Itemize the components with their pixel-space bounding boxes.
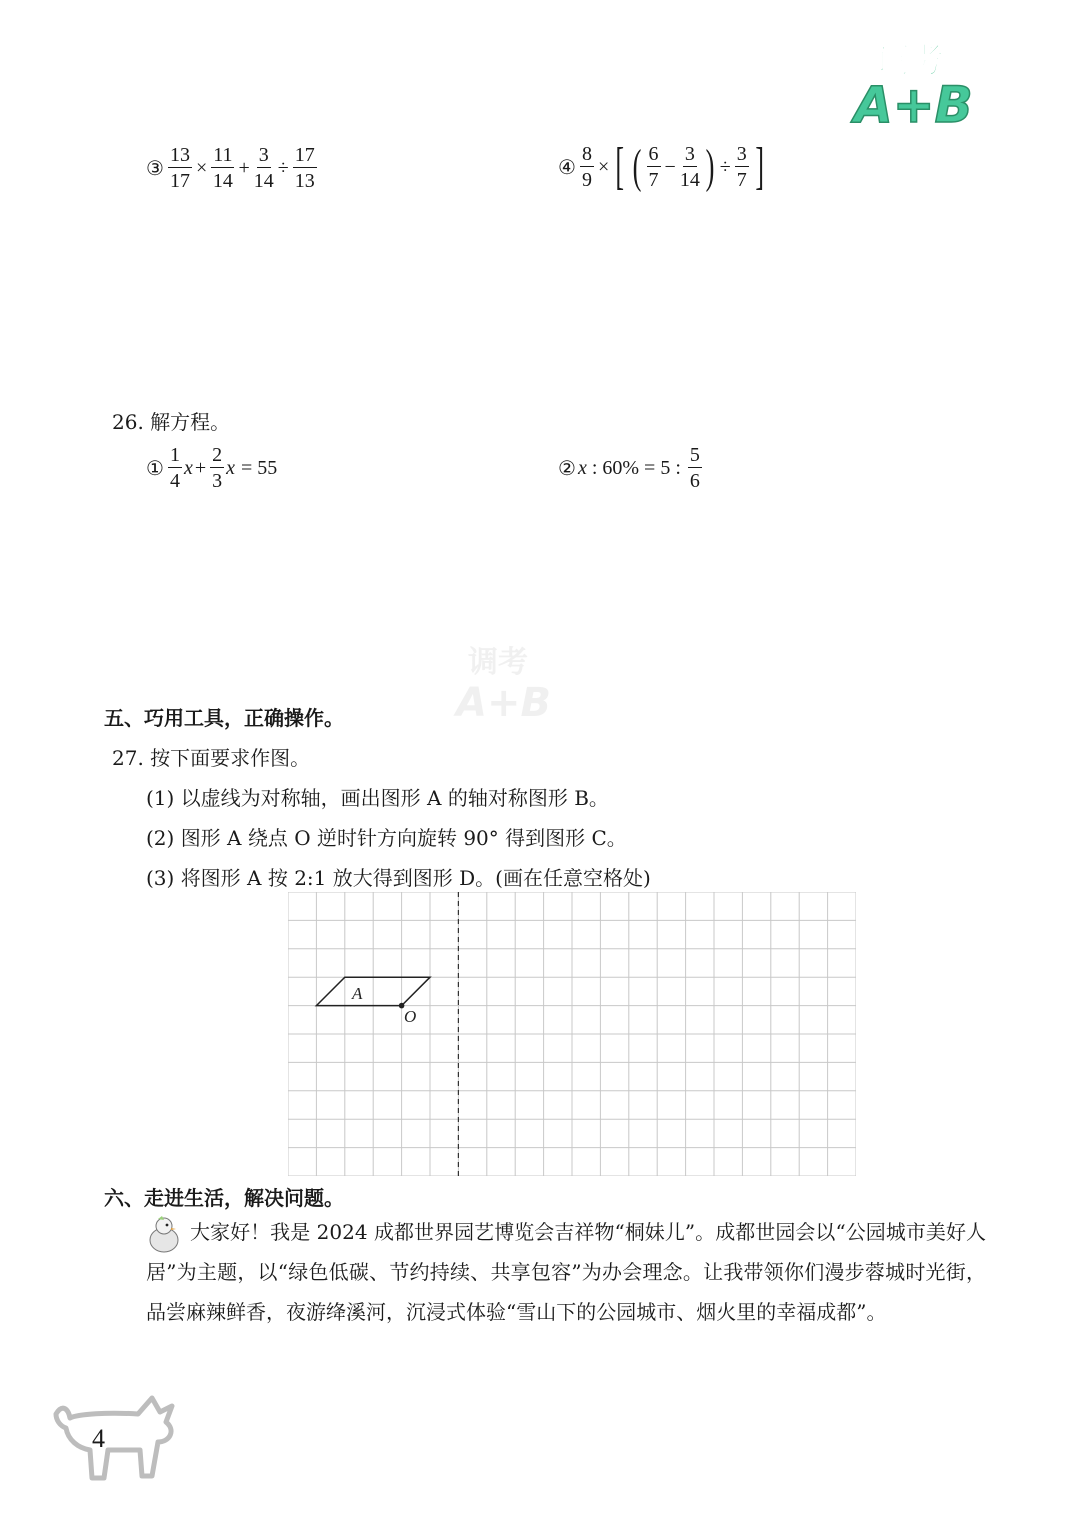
fraction: $\frac{11}{14}$	[212, 144, 233, 192]
operator: −	[664, 155, 676, 178]
variable-x: x	[226, 456, 235, 479]
fraction: $\frac{3}{14}$	[253, 144, 274, 192]
left-paren: (	[632, 140, 641, 193]
animal-mascot-icon	[48, 1384, 188, 1484]
fraction: $\frac{8}{9}$	[581, 143, 592, 191]
q26-title: 26. 解方程。	[112, 410, 231, 434]
fraction: $\frac{2}{3}$	[212, 444, 223, 492]
question-title: 27. 按下面要求作图。	[112, 746, 311, 770]
left-bracket: [	[615, 138, 625, 195]
fraction: $\frac{13}{17}$	[169, 144, 190, 192]
item-label: ①	[146, 457, 164, 480]
fraction: $\frac{17}{13}$	[294, 144, 315, 192]
operator: ÷	[277, 156, 289, 179]
right-paren: )	[705, 140, 715, 193]
q25-item4	[558, 136, 768, 198]
svg-text:调考: 调考	[468, 645, 528, 680]
watermark	[448, 630, 588, 730]
operator: +	[238, 156, 250, 179]
fraction: $\frac{3}{14}$	[679, 143, 700, 191]
requirement-2: (2) 图形 A 绕点 O 逆时针方向旋转 90° 得到图形 C。	[146, 826, 627, 850]
drawing-grid[interactable]	[288, 892, 856, 1176]
requirement-3: (3) 将图形 A 按 2:1 放大得到图形 D。(画在任意空格处)	[146, 866, 651, 890]
label-A: A	[352, 984, 363, 1003]
item-label: ④	[558, 156, 576, 179]
section-heading: 五、巧用工具，正确操作。	[104, 706, 344, 730]
q26-item1	[146, 440, 279, 496]
operator: ×	[195, 156, 208, 179]
fraction: $\frac{1}{4}$	[169, 444, 180, 492]
fraction: $\frac{3}{7}$	[736, 143, 747, 191]
page-number: 4	[92, 1424, 105, 1453]
brand-logo	[848, 34, 978, 134]
operator: ÷	[719, 155, 731, 178]
item-label: ②	[558, 457, 576, 480]
svg-text:A+B: A+B	[854, 76, 973, 134]
grid-lines	[288, 892, 856, 1176]
q25-item3	[146, 140, 319, 196]
operator: +	[194, 456, 207, 479]
label-O: O	[404, 1007, 417, 1026]
intro-paragraph: 大家好！我是 2024 成都世界园艺博览会吉祥物“桐妹儿”。成都世园会以“公园城市美好人居”为主题，以“绿色低碳、节约持续、共享包容”为办会理念。让我带领你们漫步蓉城时光街，品尝麻辣鲜香，夜游绛溪河，沉浸式体验“雪山下的公园城市、烟火里的幸福成都”。	[146, 1220, 986, 1324]
section-heading: 六、走进生活，解决问题。	[104, 1186, 344, 1210]
svg-text:调考: 调考	[876, 41, 944, 81]
q26-item2	[558, 440, 704, 496]
right-bracket: ]	[755, 138, 764, 195]
operator: ×	[597, 155, 610, 178]
svg-text:A+B: A+B	[456, 680, 551, 726]
fraction: $\frac{5}{6}$	[689, 444, 700, 492]
variable-x: x	[183, 456, 193, 479]
ratio-expression: : 60% = 5 :	[586, 456, 686, 479]
variable-x: x	[577, 456, 587, 479]
requirement-1: (1) 以虚线为对称轴，画出图形 A 的轴对称图形 B。	[146, 786, 609, 810]
equation-rhs: = 55	[241, 456, 278, 479]
item-label: ③	[146, 157, 164, 180]
fraction: $\frac{6}{7}$	[648, 143, 659, 191]
